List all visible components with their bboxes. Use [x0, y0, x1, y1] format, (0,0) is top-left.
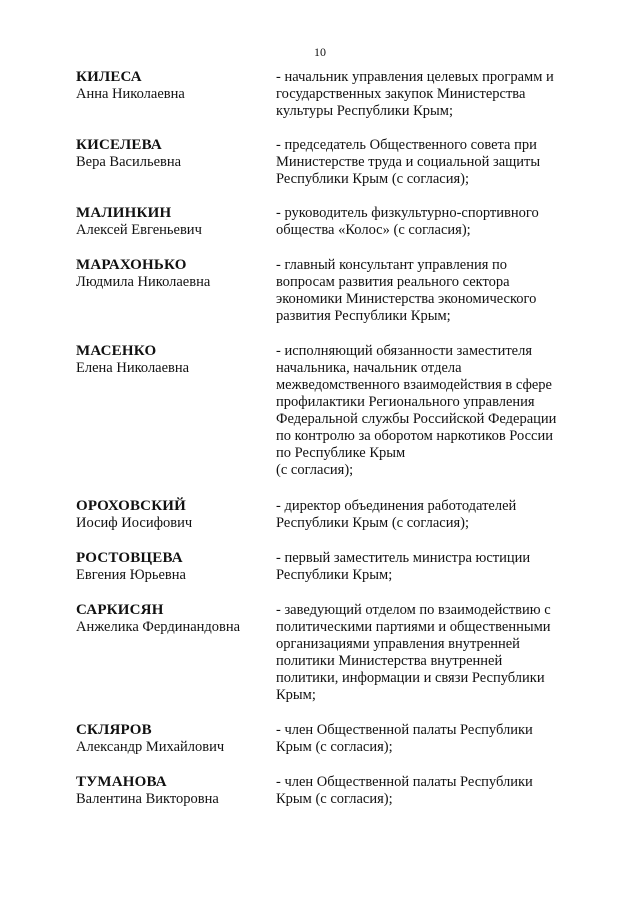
member-given-names: Евгения Юрьевна	[76, 567, 186, 583]
member-surname: СКЛЯРОВ	[76, 722, 152, 738]
member-position: - заведующий отделом по взаимодействию с политическими партиями и общественными организациями управления внутренней политики Министерства внутренней политики, информации и связи Республики Крым;	[276, 602, 551, 703]
member-position: - первый заместитель министра юстиции Республики Крым;	[276, 550, 531, 583]
member-surname: МАРАХОНЬКО	[76, 257, 187, 273]
member-name	[76, 137, 266, 171]
member-surname: РОСТОВЦЕВА	[76, 550, 183, 566]
member-name	[76, 205, 266, 239]
member-position: - председатель Общественного совета при Министерстве труда и социальной защиты Республики Крым (с согласия);	[276, 137, 541, 187]
member-given-names: Анна Николаевна	[76, 86, 185, 102]
member-position: - исполняющий обязанности заместителя начальника, начальник отдела межведомственного взаимодействия в сфере профилактики Регионального управления Федеральной службы Российской Федерации по контролю за оборотом наркотиков России по Республике Крым (с согласия);	[276, 343, 557, 478]
member-surname: КИЛЕСА	[76, 69, 142, 85]
member-given-names: Елена Николаевна	[76, 360, 190, 376]
member-name	[76, 550, 266, 584]
member-position: - руководитель физкультурно-спортивного общества «Колос» (с согласия);	[276, 205, 539, 238]
member-name	[76, 602, 266, 636]
member-surname: ОРОХОВСКИЙ	[76, 498, 187, 514]
member-given-names: Алексей Евгеньевич	[76, 222, 202, 238]
member-surname: КИСЕЛЕВА	[76, 137, 162, 153]
member-name	[76, 498, 266, 532]
member-given-names: Анжелика Фердинандовна	[76, 619, 241, 635]
member-surname: МАСЕНКО	[76, 343, 157, 359]
member-name	[76, 722, 266, 756]
member-surname: ТУМАНОВА	[76, 774, 167, 790]
member-given-names: Вера Васильевна	[76, 154, 182, 170]
member-given-names: Иосиф Иосифович	[76, 515, 193, 531]
member-surname: САРКИСЯН	[76, 602, 164, 618]
page-number: 10	[314, 45, 326, 59]
member-name	[76, 69, 266, 103]
member-position: - главный консультант управления по вопросам развития реального сектора экономики Министерства экономического развития Республики Крым;	[276, 257, 537, 324]
member-given-names: Валентина Викторовна	[76, 791, 219, 807]
member-position: - член Общественной палаты Республики Крым (с согласия);	[276, 722, 533, 755]
member-name	[76, 343, 266, 377]
member-name	[76, 774, 266, 808]
member-position: - директор объединения работодателей Республики Крым (с согласия);	[276, 498, 517, 531]
member-name	[76, 257, 266, 291]
member-given-names: Людмила Николаевна	[76, 274, 211, 290]
member-given-names: Александр Михайлович	[76, 739, 225, 755]
member-position: - член Общественной палаты Республики Крым (с согласия);	[276, 774, 533, 807]
member-surname: МАЛИНКИН	[76, 205, 172, 221]
member-position: - начальник управления целевых программ и государственных закупок Министерства культуры Республики Крым;	[276, 69, 554, 119]
